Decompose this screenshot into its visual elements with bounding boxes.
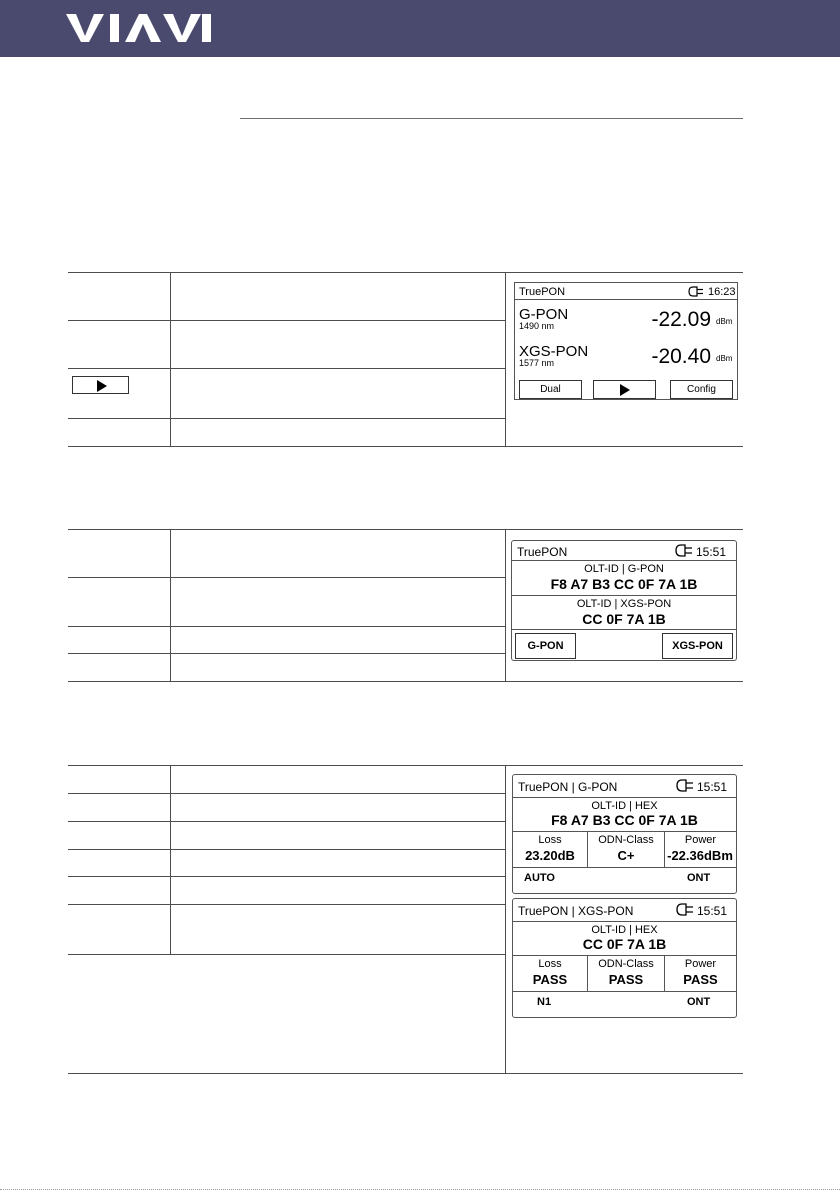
gpon-label: G-PON (519, 306, 569, 323)
table1-row-divider (68, 418, 505, 419)
power-value: -22.36dBm (667, 848, 733, 863)
divider (513, 797, 736, 798)
xgspon-wavelength: 1577 nm (519, 358, 555, 368)
play-icon (620, 384, 630, 396)
divider (513, 831, 736, 832)
truepon-xgspon-result-screen (512, 898, 737, 1018)
table1-bottom-border (68, 446, 743, 447)
divider (513, 867, 736, 868)
power-plug-icon (675, 544, 693, 557)
oltid-value: CC 0F 7A 1B (582, 936, 667, 952)
play-button[interactable] (593, 380, 656, 399)
divider (512, 560, 736, 561)
loss-value: 23.20dB (525, 848, 575, 863)
xgspon-power-value: -20.40 (651, 345, 711, 368)
table3-row-divider (68, 876, 505, 877)
auto-softkey[interactable]: AUTO (524, 872, 555, 884)
table2-bottom-border (68, 681, 743, 682)
ont-softkey[interactable]: ONT (687, 996, 711, 1008)
power-header: Power (684, 958, 717, 970)
power-plug-icon (676, 779, 694, 792)
page-bottom-edge (0, 1189, 840, 1190)
table3-row-divider (68, 793, 505, 794)
screen-title: TruePON (517, 545, 568, 559)
loss-header: Loss (538, 958, 562, 970)
header-bar (0, 0, 840, 57)
divider (513, 955, 736, 956)
xgspon-button[interactable]: XGS-PON (662, 633, 733, 659)
table1-col-divider (170, 272, 171, 446)
table3-col-divider (170, 765, 171, 954)
screen-clock: 16:23 (708, 286, 736, 298)
xgspon-oltid-value: CC 0F 7A 1B (582, 611, 666, 627)
oltid-header: OLT-ID | HEX (591, 800, 658, 812)
screen-title: TruePON (519, 286, 566, 298)
table1-row-divider (68, 368, 505, 369)
table2-col-divider (170, 529, 171, 681)
n1-softkey[interactable]: N1 (537, 996, 552, 1008)
gpon-oltid-header: OLT-ID | G-PON (584, 563, 664, 575)
screen-clock: 15:51 (697, 780, 728, 794)
table1-col-divider (505, 272, 506, 446)
power-plug-icon (688, 286, 704, 297)
gpon-button[interactable]: G-PON (515, 633, 576, 659)
xgspon-oltid-header: OLT-ID | XGS-PON (576, 598, 672, 610)
gpon-power-unit: dBm (716, 317, 733, 326)
play-key-icon (72, 376, 129, 394)
screen-title: TruePON | G-PON (518, 780, 618, 794)
odn-class-header: ODN-Class (598, 834, 654, 846)
gpon-oltid-value: F8 A7 B3 CC 0F 7A 1B (550, 576, 698, 592)
dual-button[interactable]: Dual (519, 380, 582, 399)
divider (512, 629, 736, 630)
divider (512, 595, 736, 596)
truepon-gpon-result-screen (512, 774, 737, 894)
table3-row-divider (68, 954, 505, 955)
table3-row-divider (68, 904, 505, 905)
power-value: PASS (683, 972, 718, 987)
truepon-oltid-screen (511, 540, 737, 661)
table2-row-divider (68, 577, 505, 578)
viavi-logo (66, 12, 211, 44)
title-rule (240, 118, 743, 119)
gpon-power-value: -22.09 (651, 308, 711, 331)
divider (515, 299, 737, 300)
truepon-dual-screen (514, 282, 738, 400)
oltid-header: OLT-ID | HEX (591, 924, 658, 936)
table1-row-divider (68, 320, 505, 321)
gpon-wavelength: 1490 nm (519, 321, 555, 331)
loss-header: Loss (538, 834, 562, 846)
loss-value: PASS (532, 972, 568, 987)
table2-row-divider (68, 653, 505, 654)
table3-col-divider (505, 765, 506, 1073)
power-header: Power (684, 834, 717, 846)
table2-col-divider (505, 529, 506, 681)
table2-row-divider (68, 626, 505, 627)
odn-class-value: PASS (608, 972, 644, 987)
screen-clock: 15:51 (697, 904, 728, 918)
odn-class-value: C+ (617, 848, 635, 863)
table3-row-divider (68, 849, 505, 850)
xgspon-label: XGS-PON (519, 343, 589, 360)
config-button[interactable]: Config (670, 380, 733, 399)
ont-softkey[interactable]: ONT (687, 872, 711, 884)
odn-class-header: ODN-Class (598, 958, 654, 970)
oltid-value: F8 A7 B3 CC 0F 7A 1B (551, 812, 698, 828)
screen-title: TruePON | XGS-PON (518, 904, 634, 918)
power-plug-icon (676, 903, 694, 916)
table3-bottom-border (68, 1073, 743, 1074)
divider (513, 921, 736, 922)
divider (513, 991, 736, 992)
screen-clock: 15:51 (696, 545, 727, 559)
xgspon-power-unit: dBm (716, 354, 733, 363)
table3-row-divider (68, 821, 505, 822)
